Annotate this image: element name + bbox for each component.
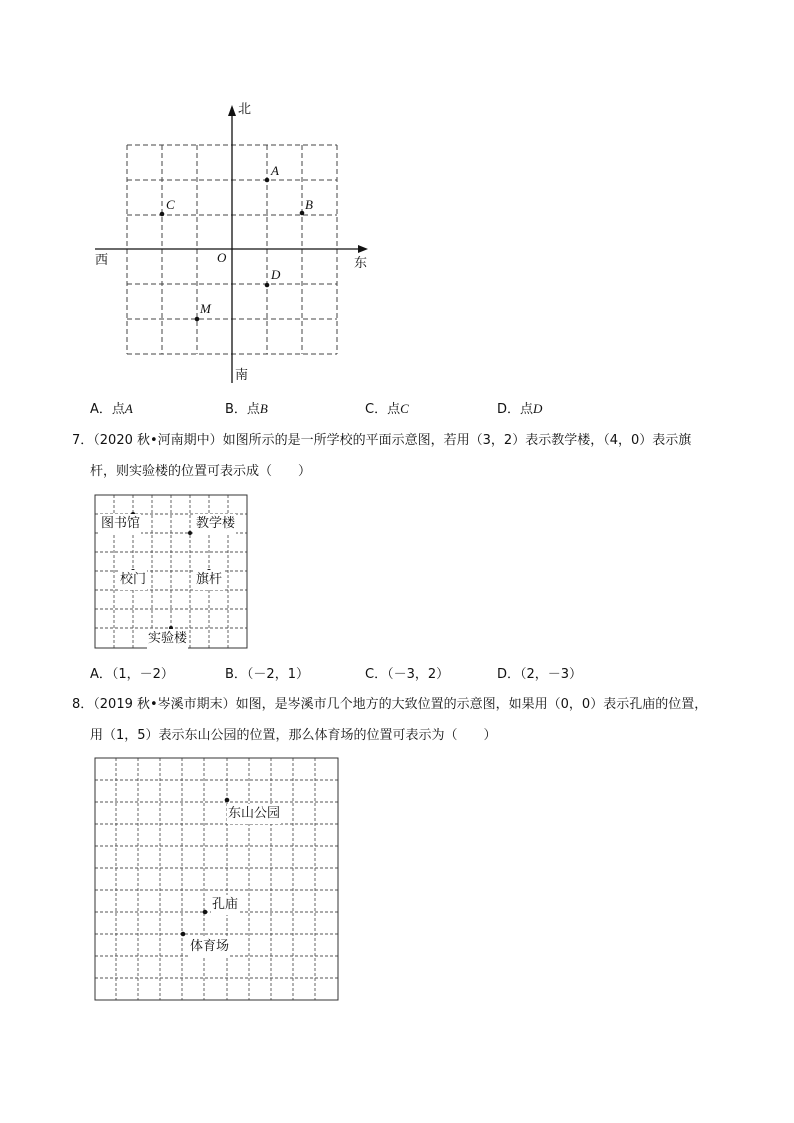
- q6-option-b[interactable]: [225, 398, 268, 417]
- park-label: 东山公园: [227, 804, 281, 824]
- q6-option-a-point: A: [124, 401, 133, 416]
- q6-option-a[interactable]: [90, 398, 133, 417]
- point-m: [195, 317, 200, 322]
- origin-label: O: [217, 250, 227, 265]
- park-point: [225, 798, 230, 803]
- point-d-label: D: [271, 267, 281, 282]
- stadium-label: 体育场: [189, 937, 230, 957]
- q6-option-d-text: D．点: [497, 402, 534, 417]
- q7-option-b[interactable]: B．（－2，1）: [225, 667, 309, 682]
- temple-point: [203, 910, 208, 915]
- q7-option-c[interactable]: C．（－3，2）: [365, 667, 450, 682]
- q8-stem-line2: 用（1，5）表示东山公园的位置，那么体育场的位置可表示为（ ）: [90, 728, 497, 743]
- q7-option-a[interactable]: A．（1，－2）: [90, 667, 174, 682]
- point-b: [300, 211, 305, 216]
- q6-option-c-point: C: [400, 401, 409, 416]
- stadium-point: [181, 932, 186, 937]
- north-arrow-icon: [228, 105, 236, 116]
- q6-option-b-text: B．点: [225, 402, 260, 417]
- flagpole-label: 旗杆: [195, 570, 223, 590]
- q7-stem-line2: 杆，则实验楼的位置可表示成（ ）: [90, 464, 312, 479]
- south-label: 南: [235, 368, 249, 383]
- q6-option-d[interactable]: [497, 398, 542, 417]
- q6-option-d-point: D: [533, 401, 543, 416]
- q8-city-map-figure: [90, 752, 345, 1007]
- west-label: 西: [95, 253, 109, 268]
- north-label: 北: [238, 102, 252, 117]
- q6-option-c[interactable]: [365, 398, 409, 417]
- gate-label: 校门: [119, 570, 147, 590]
- q8-map-border: [95, 758, 338, 1000]
- q7-stem-line1: 7．（2020 秋•河南期中）如图所示的是一所学校的平面示意图，若用（3，2）表示教学楼，（4，0）表示旗: [72, 433, 692, 448]
- library-label: 图书馆: [100, 514, 141, 534]
- q6-option-c-text: C．点: [365, 402, 401, 417]
- point-m-label: M: [200, 301, 211, 316]
- temple-label: 孔庙: [211, 895, 239, 915]
- point-c: [160, 212, 165, 217]
- teaching-building-label: 教学楼: [195, 514, 236, 534]
- q6-option-b-point: B: [259, 401, 268, 416]
- point-d: [265, 283, 270, 288]
- lab-building-label: 实验楼: [147, 629, 188, 649]
- q7-option-d[interactable]: D．（2，－3）: [497, 667, 583, 682]
- point-a-label: A: [271, 163, 279, 178]
- east-label: 东: [354, 256, 368, 271]
- point-b-label: B: [305, 197, 313, 212]
- q6-option-a-text: A．点: [90, 402, 125, 417]
- q6-compass-grid-figure: [80, 95, 380, 390]
- point-c-label: C: [166, 197, 175, 212]
- east-arrow-icon: [358, 245, 368, 253]
- q8-stem-line1: 8．（2019 秋•岑溪市期末）如图，是岑溪市几个地方的大致位置的示意图，如果用（0，0）表示孔庙的位置，: [72, 697, 708, 712]
- point-a: [265, 178, 270, 183]
- teaching-building-point: [188, 531, 192, 535]
